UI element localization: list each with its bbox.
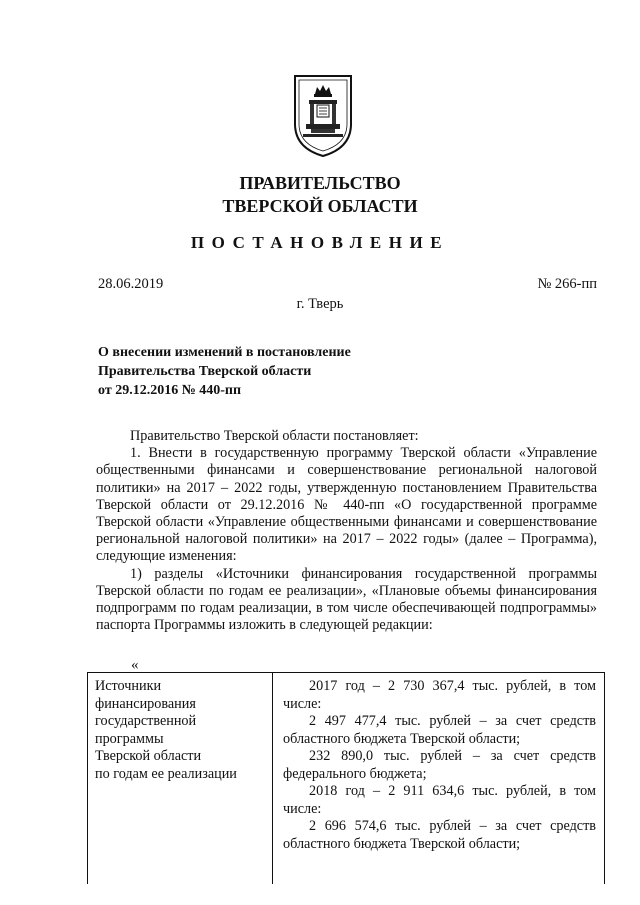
government-title bbox=[0, 172, 640, 218]
table-left-line2: финансирования bbox=[95, 695, 196, 712]
subject-line3: от 29.12.2016 № 440-пп bbox=[98, 383, 242, 398]
table-right-entry: 232 890,0 тыс. рублей – за счет средств федерального бюджета; bbox=[283, 748, 596, 782]
funding-table bbox=[87, 672, 605, 884]
table-right-entry: 2017 год – 2 730 367,4 тыс. рублей, в том числе: bbox=[283, 678, 596, 712]
table-right-entry: 2 696 574,6 тыс. рублей – за счет средств областного бюджета Тверской области; bbox=[283, 818, 596, 852]
table-left-line3: государственной bbox=[95, 713, 197, 729]
table-left-cell bbox=[95, 678, 267, 783]
table-right-entry: 2 497 477,4 тыс. рублей – за счет средств областного бюджета Тверской области; bbox=[283, 713, 596, 747]
open-quote: « bbox=[131, 657, 139, 673]
table-left-line4: программы bbox=[95, 730, 164, 747]
coat-of-arms-icon bbox=[291, 72, 355, 158]
table-right-entry: 2018 год – 2 911 634,6 тыс. рублей, в том числе: bbox=[283, 783, 596, 817]
document-type: ПОСТАНОВЛЕНИЕ bbox=[190, 233, 450, 252]
table-left-line6: по годам ее реализации bbox=[95, 765, 237, 782]
table-left-line1: Источники bbox=[95, 678, 162, 694]
document-number: № 266-пп bbox=[537, 276, 597, 292]
government-title-line1: ПРАВИТЕЛЬСТВО bbox=[239, 173, 401, 193]
table-right-cell bbox=[283, 678, 596, 853]
document-city: г. Тверь bbox=[296, 296, 344, 312]
body-paragraph-1: Правительство Тверской области постановляет: bbox=[130, 428, 419, 444]
table-column-divider bbox=[272, 673, 273, 884]
government-title-line2: ТВЕРСКОЙ ОБЛАСТИ bbox=[222, 196, 418, 216]
document-date: 28.06.2019 bbox=[98, 276, 164, 292]
document-body bbox=[96, 428, 597, 634]
subject-line1: О внесении изменений в постановление bbox=[98, 345, 351, 360]
document-subject bbox=[98, 343, 351, 400]
subject-line2: Правительства Тверской области bbox=[98, 364, 312, 379]
table-left-line5: Тверской области bbox=[95, 748, 202, 764]
body-paragraph-2: 1. Внести в государственную программу Тверской области «Управление общественными финансами и совершенствование региональной налоговой политики» на 2017 – 2022 годы, утвержденную постановлением Правительства Тверской области от 29.12.2016 № 440-пп «О государственной программе Тверской области «Управление общественными финансами и совершенствование региональной налоговой политики» на 2017 – 2022 годы» (далее – Программа), следующие изменения: bbox=[96, 445, 597, 565]
body-paragraph-3: 1) разделы «Источники финансирования государственной программы Тверской области по годам ее реализации», «Плановые объемы финансирования подпрограмм по годам реализации, в том числе обеспечивающей подпрограммы» паспорта Программы изложить в следующей редакции: bbox=[96, 565, 597, 634]
